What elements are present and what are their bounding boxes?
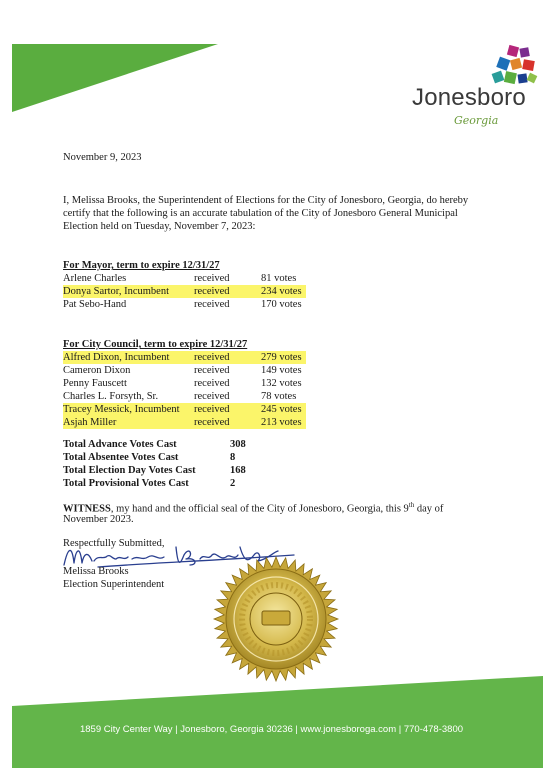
result-status: received [194, 417, 230, 428]
result-status: received [194, 404, 230, 415]
total-row [63, 477, 236, 490]
vote-count: 234 votes [261, 286, 302, 297]
total-value: 308 [230, 439, 246, 450]
jonesboro-logo [408, 44, 538, 130]
council-section-title: For City Council, term to expire 12/31/27 [63, 339, 248, 350]
total-row [63, 464, 246, 477]
total-value: 2 [230, 478, 236, 489]
mayor-candidate-row [63, 272, 306, 285]
letter-date: November 9, 2023 [63, 152, 142, 163]
candidate-name: Penny Fauscett [63, 378, 127, 389]
total-label: Total Absentee Votes Cast [63, 452, 179, 463]
result-status: received [194, 286, 230, 297]
witness-text-after: day of [414, 503, 444, 515]
vote-count: 245 votes [261, 404, 302, 415]
total-label: Total Election Day Votes Cast [63, 465, 196, 476]
candidate-name: Asjah Miller [63, 417, 117, 428]
logo-subtitle: Georgia [454, 114, 499, 127]
candidate-name: Arlene Charles [63, 273, 127, 284]
vote-count: 81 votes [261, 273, 297, 284]
total-label: Total Advance Votes Cast [63, 439, 177, 450]
total-value: 168 [230, 465, 246, 476]
result-status: received [194, 352, 230, 363]
total-label: Total Provisional Votes Cast [63, 478, 189, 489]
result-status: received [194, 365, 230, 376]
council-candidate-row [63, 351, 306, 364]
vote-count: 149 votes [261, 365, 302, 376]
council-candidate-row [63, 377, 306, 390]
result-status: received [194, 273, 230, 284]
candidate-name: Cameron Dixon [63, 365, 131, 376]
candidate-name: Alfred Dixon, Incumbent [63, 352, 170, 363]
candidate-name: Donya Sartor, Incumbent [63, 286, 170, 297]
council-candidate-row [63, 416, 306, 429]
total-row [63, 438, 246, 451]
vote-count: 78 votes [261, 391, 297, 402]
council-candidate-row [63, 390, 306, 403]
council-candidate-row [63, 364, 306, 377]
result-status: received [194, 391, 230, 402]
witness-line-2: November 2023. [63, 514, 134, 525]
mayor-candidate-row [63, 298, 306, 311]
candidate-name: Charles L. Forsyth, Sr. [63, 391, 159, 402]
vote-count: 213 votes [261, 417, 302, 428]
signer-name: Melissa Brooks [63, 566, 129, 577]
vote-count: 170 votes [261, 299, 302, 310]
result-status: received [194, 378, 230, 389]
total-row [63, 451, 236, 464]
candidate-name: Tracey Messick, Incumbent [63, 404, 180, 415]
official-gold-seal [212, 555, 340, 683]
footer-address: 1859 City Center Way | Jonesboro, Georgia 30236 | www.jonesboroga.com | 770-478-3800 [79, 724, 464, 735]
signer-role: Election Superintendent [63, 579, 165, 590]
result-status: received [194, 299, 230, 310]
vote-count: 279 votes [261, 352, 302, 363]
certification-paragraph: I, Melissa Brooks, the Superintendent of Elections for the City of Jonesboro, Georgia, do hereby certify that the following is an accurate tabulation of the City of Jonesboro General Municipal Election held on Tuesday, November 7, 2023: [63, 195, 469, 232]
mayor-candidate-row [63, 285, 306, 298]
witness-sup: th [408, 501, 415, 509]
witness-lead: WITNESS [63, 503, 111, 515]
logo-wordmark: Jonesboro [412, 84, 526, 111]
mayor-section-title: For Mayor, term to expire 12/31/27 [63, 260, 220, 271]
closing-salutation: Respectfully Submitted, [63, 538, 165, 549]
footer-green-band [0, 676, 543, 768]
council-candidate-row [63, 403, 306, 416]
total-value: 8 [230, 452, 236, 463]
witness-text: , my hand and the official seal of the City of Jonesboro, Georgia, this 9 [110, 503, 409, 515]
vote-count: 132 votes [261, 378, 302, 389]
candidate-name: Pat Sebo-Hand [63, 299, 127, 310]
